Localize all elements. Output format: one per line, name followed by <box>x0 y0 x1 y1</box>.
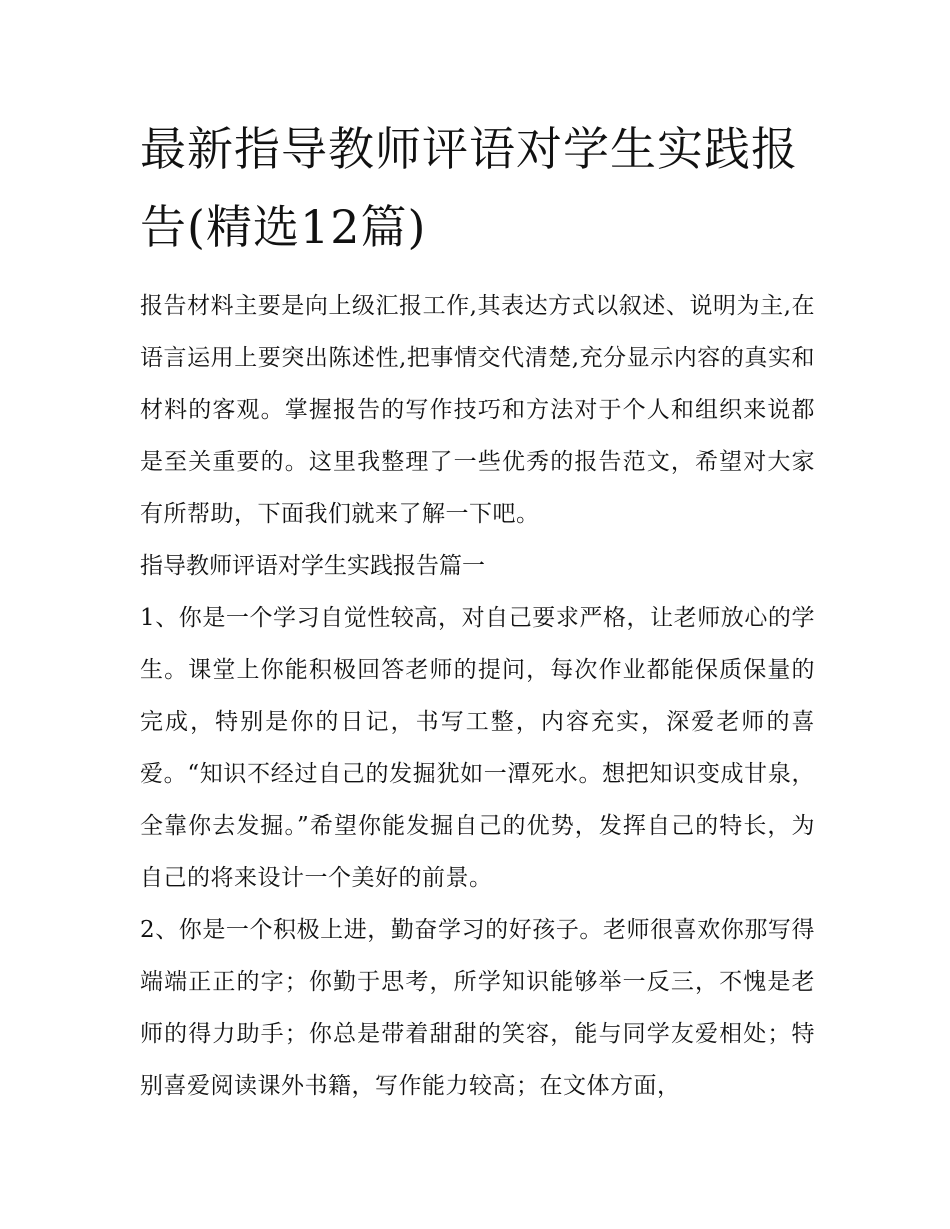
document-title: 最新指导教师评语对学生实践报告(精选12篇) <box>140 122 798 254</box>
intro-paragraph: 报告材料主要是向上级汇报工作,其表达方式以叙述、说明为主,在语言运用上要突出陈述性,把事情交代清楚,充分显示内容的真实和材料的客观。掌握报告的写作技巧和方法对于个人和组织来说都是至关重要的。这里我整理了一些优秀的报告范文，希望对大家有所帮助，下面我们就来了解一下吧。 <box>140 293 815 527</box>
comment-item-1: 1、你是一个学习自觉性较高，对自己要求严格，让老师放心的学生。课堂上你能积极回答老师的提问，每次作业都能保质保量的完成，特别是你的日记，书写工整，内容充实，深爱老师的喜爱。“知识不经过自己的发掘犹如一潭死水。想把知识变成甘泉，全靠你去发掘。”希望你能发掘自己的优势，发挥自己的特长，为自己的将来设计一个美好的前景。 <box>140 605 815 891</box>
document-page <box>140 110 815 1112</box>
section-heading: 指导教师评语对学生实践报告篇一 <box>140 553 485 579</box>
comment-item-2: 2、你是一个积极上进，勤奋学习的好孩子。老师很喜欢你那写得端端正正的字；你勤于思考，所学知识能够举一反三，不愧是老师的得力助手；你总是带着甜甜的笑容，能与同学友爱相处；特别喜爱阅读课外书籍，写作能力较高；在文体方面， <box>140 917 815 1099</box>
